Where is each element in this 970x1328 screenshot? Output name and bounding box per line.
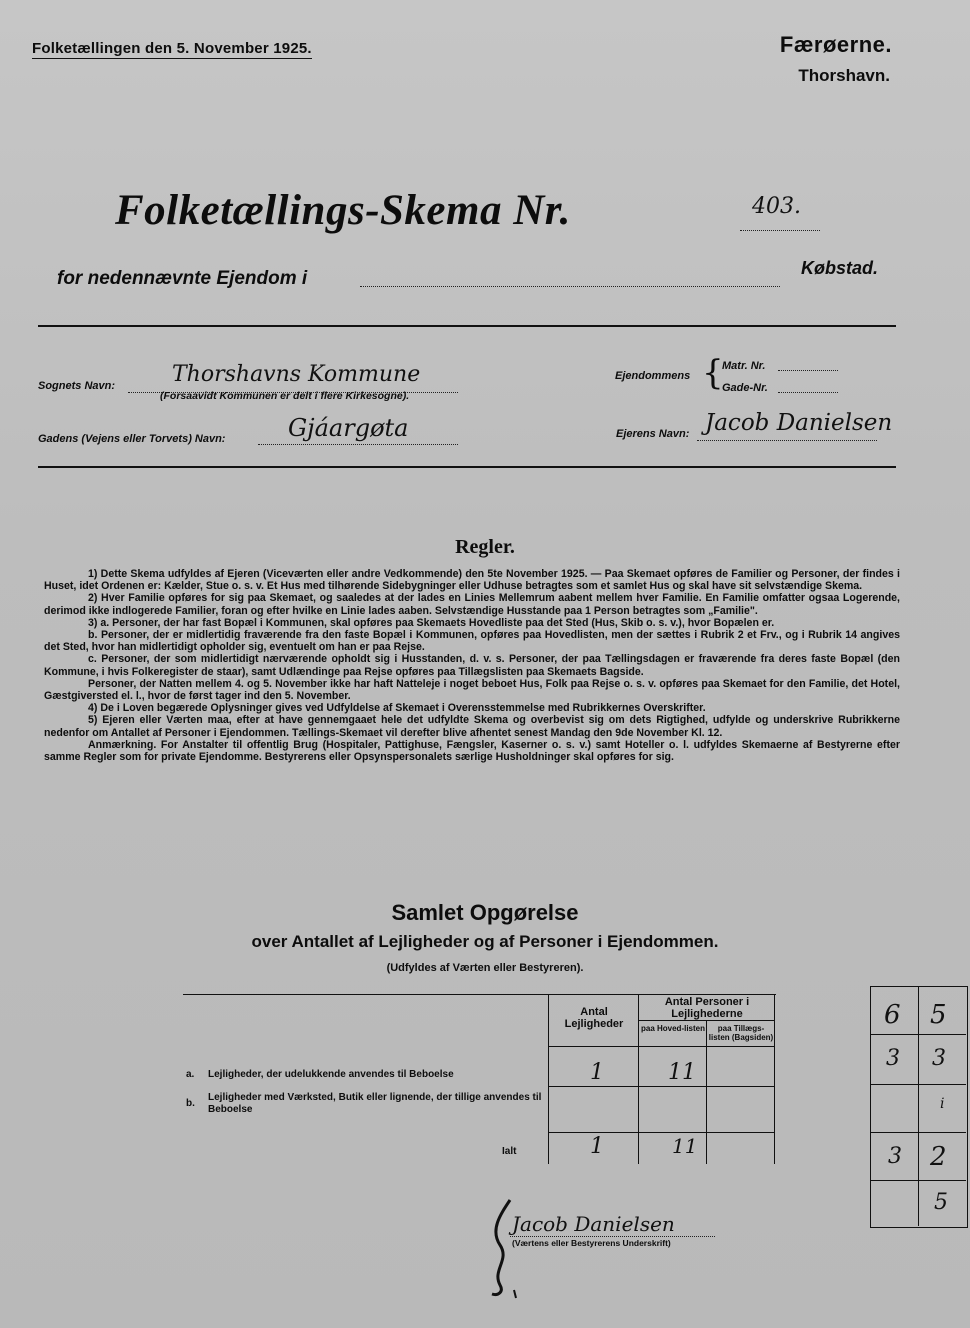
rule-paragraph: 5) Ejeren eller Værten maa, efter at have gennemgaaet hele det udfyldte Skema og overbevist sig om dets Rigtighed, udfylde og underskrive Rubrikkerne nedenfor om Antallet af Personer i Ejendommen. Tællings-Skemaet vil derefter blive afhentet senest Mandag den 9de November Kl. 12. bbox=[44, 714, 900, 739]
tally-r1c1: 6 bbox=[884, 1000, 901, 1030]
property-label: Ejendommens bbox=[615, 370, 691, 382]
rule-paragraph: c. Personer, der som midlertidigt nærværende opholdt sig i Husstanden, d. v. s. Personer, der paa Tællingsdagen er fraværende fra deres faste Bopæl (den Kommune, i hvis Folkeregister de staar), samt Udlændinge paa Rejse opføres paa Tillægslisten paa Skemaets Bagside. bbox=[44, 653, 900, 678]
tally-r2c1: 3 bbox=[886, 1046, 900, 1071]
summary-heading: Samlet Opgørelse bbox=[391, 900, 579, 925]
kobstad-label: Købstad. bbox=[800, 258, 878, 278]
tally-r5c2: 5 bbox=[934, 1190, 948, 1215]
side-tally-vline bbox=[918, 986, 919, 1226]
rule-paragraph: 4) De i Loven begærede Oplysninger gives ved Udfyldelse af Skemaet i Overensstemmelse med Rubrikkernes Overskrifter. bbox=[88, 702, 706, 715]
bottom-divider bbox=[38, 466, 896, 468]
parish-label: Sognets Navn: bbox=[38, 380, 116, 392]
signature: Jacob Danielsen bbox=[512, 1212, 675, 1236]
owner-value: Jacob Danielsen bbox=[705, 410, 893, 436]
rule-paragraph: 2) Hver Familie opføres for sig paa Skemaet, og saaledes at der lades en Linies Mellemrum aabent mellem hver Familie. En Familie omfatter ogsaa Logerende, derimod ikke indlogerede Familier, foran og efter hvilke en Linie lades aaben. Selvstændige Husstande paa 1 Person betragtes som „Familie". bbox=[44, 592, 900, 617]
side-tally-hline-2 bbox=[870, 1084, 966, 1085]
table-hline-b bbox=[548, 1132, 774, 1133]
signature-line bbox=[510, 1236, 715, 1237]
rule-paragraph: Personer, der Natten mellem 4. og 5. November ikke har haft Natteleje i noget beboet Hus, Folk paa Rejse o. s. v. opføres paa Skemaet for den Familie, det Hotel, Gæstgiversted el. l., hvor de først tager ind den 5. November. bbox=[44, 677, 900, 703]
col-personer-header: Antal Personer i Lejlighederne bbox=[664, 996, 750, 1020]
rule-paragraph: Anmærkning. For Anstalter til offentlig Brug (Hospitaler, Pattighuse, Fængsler, Kaserner o. s. v.) samt Hoteller o. l. udfyldes Skemaerne af Bestyrerne efter samme Regler som for private Ejendomme. Bestyrerens eller Opsynspersonalets særlige Husholdninger skal opføres for sig. bbox=[44, 738, 900, 764]
tally-r3c2: i bbox=[940, 1096, 945, 1112]
row-b-letter: b. bbox=[186, 1098, 195, 1109]
street-line bbox=[258, 444, 458, 445]
col-antal-header: Antal Lejligheder bbox=[564, 1006, 624, 1030]
tally-r4c1: 3 bbox=[888, 1144, 902, 1169]
side-tally-hline-1 bbox=[870, 1034, 966, 1035]
town-header: Thorshavn. bbox=[798, 66, 890, 85]
tally-r1c2: 5 bbox=[930, 1000, 947, 1030]
street-value: Gjáargøta bbox=[288, 414, 409, 442]
gade-line bbox=[778, 392, 838, 393]
subtitle-fill-line bbox=[360, 286, 780, 287]
owner-line bbox=[697, 440, 877, 441]
parish-note: (Forsaavidt Kommunen er delt i flere Kirkesogne). bbox=[160, 390, 410, 402]
rule-paragraph: b. Personer, der er midlertidig fraværende fra den faste Bopæl i Kommunen, opføres paa Hovedlisten, men der sættes i Rubrik 2 et Frv., og i Rubrik 14 angives det Sted, hvor han midlertidigt opholder sig, eventuelt om han er paa Rejse. bbox=[44, 629, 900, 654]
summary-subheading: over Antallet af Lejligheder og af Personer i Ejendommen. bbox=[251, 932, 719, 951]
form-title: Folketællings-Skema Nr. bbox=[115, 187, 571, 234]
summary-instruction: (Udfyldes af Værten eller Bestyreren). bbox=[386, 962, 584, 974]
top-divider bbox=[38, 325, 896, 327]
table-vline-1 bbox=[548, 994, 549, 1164]
form-number-handwritten: 403. bbox=[752, 194, 801, 219]
parish-value: Thorshavns Kommune bbox=[172, 362, 421, 387]
rule-paragraph: 3) a. Personer, der har fast Bopæl i Kommunen, skal opføres paa Skemaets Hovedliste paa det Sted (Hus, Skib o. s. v.), hvor Bopælen er. bbox=[88, 616, 775, 629]
region-header: Færøerne. bbox=[779, 32, 892, 57]
owner-label: Ejerens Navn: bbox=[616, 428, 690, 440]
table-hline-sub bbox=[638, 1020, 774, 1021]
property-brace: { bbox=[702, 353, 724, 393]
street-label: Gadens (Vejens eller Torvets) Navn: bbox=[38, 433, 226, 445]
signature-caption: (Værtens eller Bestyrerens Underskrift) bbox=[512, 1238, 671, 1248]
side-tally-hline-3 bbox=[870, 1132, 966, 1133]
table-vline-3 bbox=[706, 1020, 707, 1164]
side-tally-hline-4 bbox=[870, 1180, 966, 1181]
row-a-text: Lejligheder, der udelukkende anvendes til Beboelse bbox=[208, 1069, 454, 1080]
tally-r2c2: 3 bbox=[932, 1046, 946, 1071]
table-hline-head bbox=[548, 1046, 774, 1047]
rules-text bbox=[44, 568, 900, 763]
table-vline-4 bbox=[774, 994, 775, 1164]
table-hline-a bbox=[548, 1086, 774, 1087]
row-b-text: Lejligheder med Værksted, Butik eller lignende, der tillige anvendes til Beboelse bbox=[208, 1092, 542, 1115]
summary-table-top-rule bbox=[183, 994, 776, 995]
matr-line bbox=[778, 370, 838, 371]
census-date-header: Folketællingen den 5. November 1925. bbox=[32, 40, 312, 57]
form-subtitle: for nedennævnte Ejendom i bbox=[57, 268, 308, 289]
row-a-letter: a. bbox=[186, 1069, 195, 1080]
matr-label: Matr. Nr. bbox=[722, 360, 766, 372]
ialt-hoved: 11 bbox=[672, 1134, 698, 1158]
ialt-antal: 1 bbox=[590, 1134, 604, 1159]
col-tillaeg-header: paa Tillægs-listen (Bagsiden) bbox=[708, 1024, 774, 1042]
gade-label: Gade-Nr. bbox=[722, 382, 768, 394]
row-a-hoved: 11 bbox=[668, 1060, 696, 1085]
rules-heading: Regler. bbox=[455, 536, 515, 558]
row-a-antal: 1 bbox=[590, 1060, 604, 1085]
rule-paragraph: 1) Dette Skema udfyldes af Ejeren (Viceværten eller andre Vedkommende) den 5te November 1925. — Paa Skemaet opføres de Familier og Personer, der findes i Huset, idet Ordenen er: Kælder, Stue o. s. v. Et Hus med tilhørende Sidebygninger eller Udhuse betragtes som et samlet Hus og skal have sit selvstændige Skema. bbox=[44, 568, 900, 593]
col-hoved-header: paa Hoved-listen bbox=[640, 1024, 705, 1033]
ialt-label: Ialt bbox=[502, 1146, 517, 1157]
tally-r4c2: 2 bbox=[930, 1142, 947, 1172]
